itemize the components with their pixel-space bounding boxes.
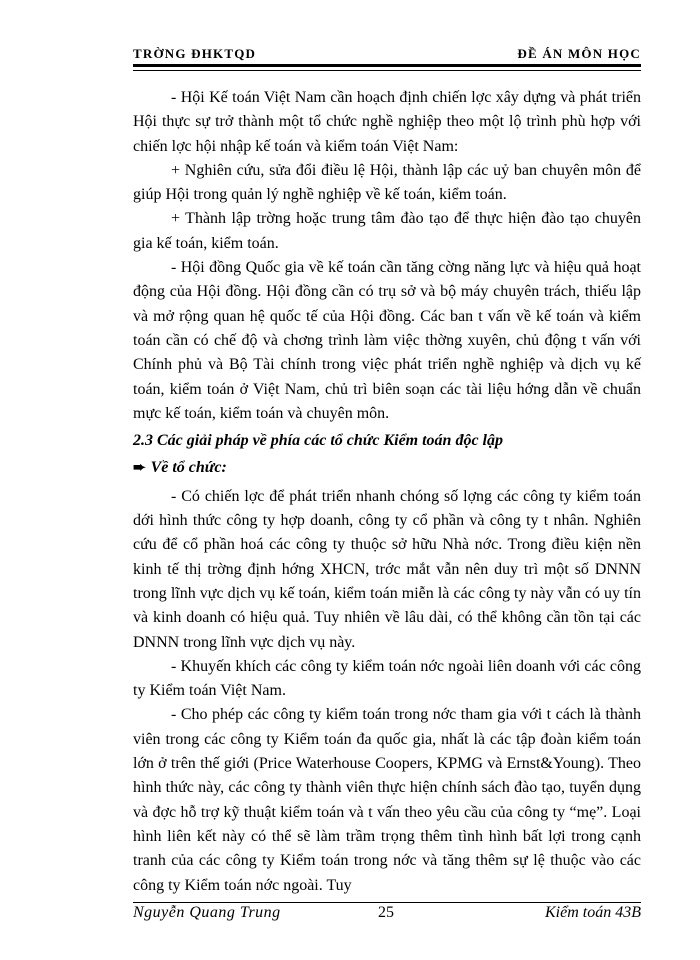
right-arrow-icon: ➨: [133, 460, 146, 477]
paragraph: - Hội đồng Quốc gia về kế toán cần tăng cờng năng lực và hiệu quả hoạt động của Hội đồng. Hội đồng cần có trụ sở và bộ máy chuyên trách, thiếu lập và mở rộng quan hệ quốc tế của Hội đồng. Các ban t vấn về kế toán và kiểm toán cần có chế độ và chơng trình làm việc thờng xuyên, chủ động t vấn với Chính phủ và Bộ Tài chính trong việc phát triển nghề nghiệp và dịch vụ kế toán, kiểm toán ở Việt Nam, chủ trì biên soạn các tài liệu hớng dẫn về chuẩn mực kế toán, kiểm toán và chuyên môn.: [133, 259, 641, 422]
page-number: 25: [378, 904, 394, 921]
section-heading: [133, 429, 641, 453]
paragraph: + Nghiên cứu, sửa đổi điều lệ Hội, thành lập các uỷ ban chuyên môn để giúp Hội trong quản lý nghề nghiệp về kế toán, kiểm toán.: [133, 161, 641, 204]
header-doc-type: ĐỀ ÁN MÔN HỌC: [517, 46, 641, 61]
page-body: [133, 86, 641, 898]
footer-author: Nguyễn Quang Trung: [133, 904, 281, 921]
paragraph: - Hội Kế toán Việt Nam cần hoạch định chiến lợc xây dựng và phát triển Hội thực sự trở thành một tổ chức nghề nghiệp theo một lộ trình phù hợp với chiến lợc hội nhập kế toán và kiểm toán Việt Nam:: [133, 89, 641, 155]
header-rule-thin: [133, 70, 641, 71]
section-heading-text: 2.3 Các giải pháp về phía các tổ chức Kiểm toán độc lập: [133, 432, 503, 450]
subsection-heading-text: Về tổ chức:: [150, 459, 227, 477]
paragraph: - Có chiến lợc để phát triển nhanh chóng số lợng các công ty kiểm toán dới hình thức công ty hợp doanh, công ty cổ phần và công ty t nhân. Nghiên cứu để cổ phần hoá các công ty thuộc sở hữu Nhà nớc. Trong điều kiện nền kinh tế thị trờng định hớng XHCN, trớc mắt vẫn nên duy trì một số DNNN trong lĩnh vực dịch vụ kế toán, kiểm toán miễn là các công ty này vẫn có uy tín và kinh doanh có hiệu quả. Tuy nhiên về lâu dài, có thể không cần tồn tại các DNNN trong lĩnh vực dịch vụ này.: [133, 487, 641, 651]
subsection-heading: [133, 456, 641, 480]
paragraph: - Cho phép các công ty kiểm toán trong nớc tham gia với t cách là thành viên trong các công ty Kiểm toán đa quốc gia, nhất là các tập đoàn kiểm toán lớn ở trên thế giới (Price Waterhouse Coopers, KPMG và Ernst&Young). Theo hình thức này, các công ty thành viên thực hiện chính sách đào tạo, tuyển dụng và đợc hỗ trợ kỹ thuật kiểm toán và t vấn theo yêu cầu của công ty “mẹ”. Loại hình liên kết này có thể sẽ làm trầm trọng thêm tình hình bất lợi trong cạnh tranh của các công ty Kiểm toán trong nớc và tăng thêm sự lệ thuộc vào các công ty Kiểm toán nớc ngoài. Tuy: [133, 706, 641, 894]
paragraph: + Thành lập trờng hoặc trung tâm đào tạo để thực hiện đào tạo chuyên gia kế toán, kiểm toán.: [133, 210, 641, 252]
page-footer: [133, 904, 641, 930]
header-school: TRỜNG ĐHKTQD: [133, 46, 257, 61]
paragraph: - Khuyến khích các công ty kiểm toán nớc ngoài liên doanh với các công ty Kiểm toán Việt Nam.: [133, 657, 641, 700]
footer-rule: [133, 902, 641, 903]
footer-class: Kiểm toán 43B: [545, 904, 641, 921]
header-rule-thick: [133, 64, 641, 67]
